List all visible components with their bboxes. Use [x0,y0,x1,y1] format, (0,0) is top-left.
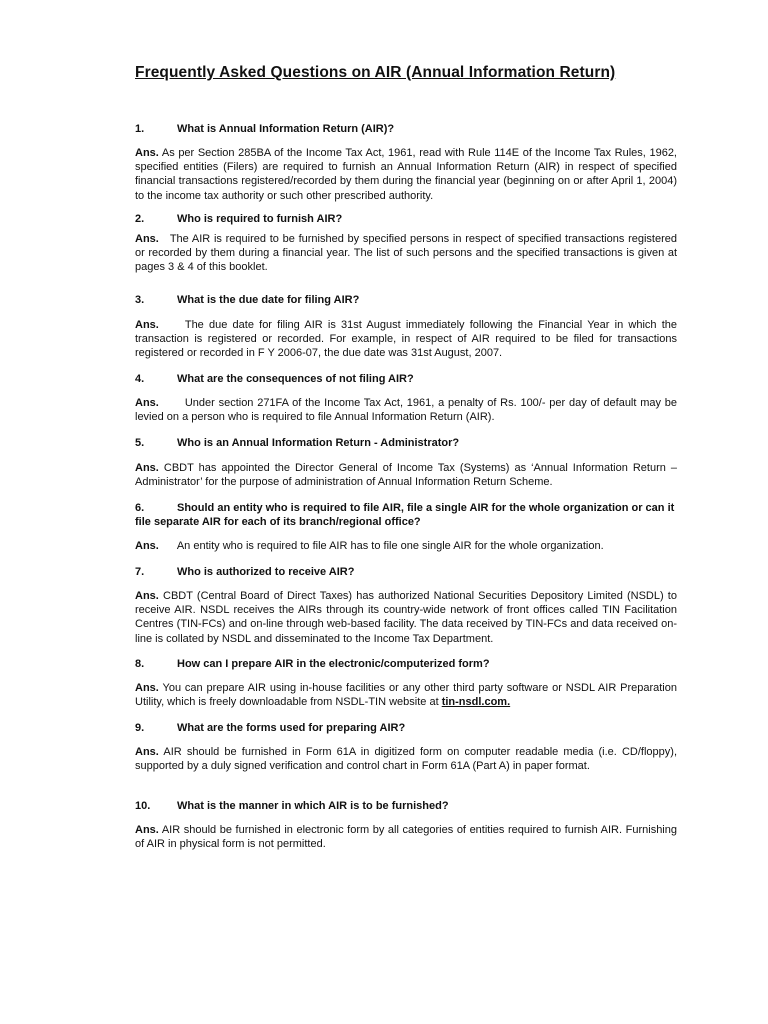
question-number: 6. [135,502,145,514]
question-number: 9. [135,722,145,734]
question-text: How can I prepare AIR in the electronic/computerized form? [177,658,490,670]
question-text: What is Annual Information Return (AIR)? [177,123,395,135]
faq-question-3 [135,293,677,307]
question-number: 8. [135,658,145,670]
question-number: 5. [135,437,145,449]
question-number: 3. [135,294,145,306]
ans-label: Ans. [135,540,159,552]
question-number: 1. [135,123,145,135]
faq-question-2 [135,212,677,226]
question-number: 7. [135,566,145,578]
faq-question-5 [135,436,677,450]
question-number: 4. [135,373,145,385]
answer-text: As per Section 285BA of the Income Tax Act, 1961, read with Rule 114E of the Income Tax Rules, 1962, specified entities (Filers) are required to furnish an Annual Information Return (AIR) in respect of specified financial transactions registered/recorded by them during the financial year (beginning on or after April 1, 2004) to the income tax authority or such other prescribed authority. [135,147,677,202]
answer-text: The due date for filing AIR is 31st August immediately following the Financial Year in which the transaction is registered or recorded. For example, in respect of AIR required to be filed for transactions registered or recorded in F Y 2006-07, the due date was 31st August, 2007. [135,319,677,360]
ans-label: Ans. [135,590,159,602]
ans-label: Ans. [135,147,159,159]
faq-question-1 [135,122,677,136]
ans-label: Ans. [135,319,159,331]
answer-text: An entity who is required to file AIR has to file one single AIR for the whole organization. [176,540,604,552]
ans-label: Ans. [135,462,159,474]
faq-question-9 [135,721,677,735]
question-text: What is the due date for filing AIR? [177,294,360,306]
answer-text: You can prepare AIR using in-house facilities or any other third party software or NSDL AIR Preparation Utility, which is freely downloadable from NSDL-TIN website at [135,682,677,709]
answer-text: CBDT (Central Board of Direct Taxes) has authorized National Securities Depository Limited (NSDL) to receive AIR. NSDL receives the AIRs through its country-wide network of front offices called TIN Facilitation Centres (TIN-FCs) and on-line through web-based facility. The data received by TIN-FCs and data received on-line is collated by NSDL and disseminated to the Income Tax Department. [135,590,677,645]
ans-label: Ans. [135,682,159,694]
question-number: 2. [135,213,145,225]
faq-question-6 [135,501,677,529]
faq-answer-3 [135,318,677,361]
question-text: Who is authorized to receive AIR? [177,566,355,578]
faq-answer-10 [135,823,677,851]
answer-text: Under section 271FA of the Income Tax Act, 1961, a penalty of Rs. 100/- per day of default may be levied on a person who is required to file Annual Information Return (AIR). [135,397,677,424]
faq-answer-7 [135,589,677,646]
faq-answer-1 [135,146,677,203]
question-text: What are the forms used for preparing AIR? [177,722,406,734]
faq-answer-9 [135,745,677,773]
answer-text: CBDT has appointed the Director General of Income Tax (Systems) as ‘Annual Information Return – Administrator’ for the purpose of administration of Annual Information Return Scheme. [135,462,677,489]
faq-question-10 [135,799,677,813]
question-text: Should an entity who is required to file AIR, file a single AIR for the whole organization or can it file separate AIR for each of its branch/regional office? [135,502,675,528]
faq-question-8 [135,657,677,671]
faq-answer-6 [135,539,677,553]
ans-label: Ans. [135,397,159,409]
question-text: What is the manner in which AIR is to be furnished? [177,800,449,812]
page-title: Frequently Asked Questions on AIR (Annual Information Return) [135,64,616,81]
ans-label: Ans. [135,746,159,758]
faq-answer-4 [135,396,677,424]
question-number: 10. [135,800,151,812]
ans-label: Ans. [135,233,159,245]
ans-label: Ans. [135,824,159,836]
faq-question-4 [135,372,677,386]
question-text: Who is an Annual Information Return - Administrator? [177,437,460,449]
faq-answer-5 [135,461,677,489]
question-text: Who is required to furnish AIR? [177,213,343,225]
answer-text: AIR should be furnished in Form 61A in digitized form on computer readable media (i.e. CD/floppy), supported by a duly signed verification and control chart in Form 61A (Part A) in paper format. [135,746,677,773]
answer-text: The AIR is required to be furnished by specified persons in respect of specified transactions registered or recorded by them during a financial year. The list of such persons and the specified transactions is given at pages 3 & 4 of this booklet. [135,233,677,274]
faq-question-7 [135,565,677,579]
faq-answer-8 [135,681,677,709]
nsdl-website-link[interactable]: tin-nsdl.com. [441,696,511,709]
answer-text: AIR should be furnished in electronic form by all categories of entities required to furnish AIR. Furnishing of AIR in physical form is not permitted. [135,824,677,851]
faq-answer-2 [135,232,677,275]
question-text: What are the consequences of not filing AIR? [177,373,414,385]
